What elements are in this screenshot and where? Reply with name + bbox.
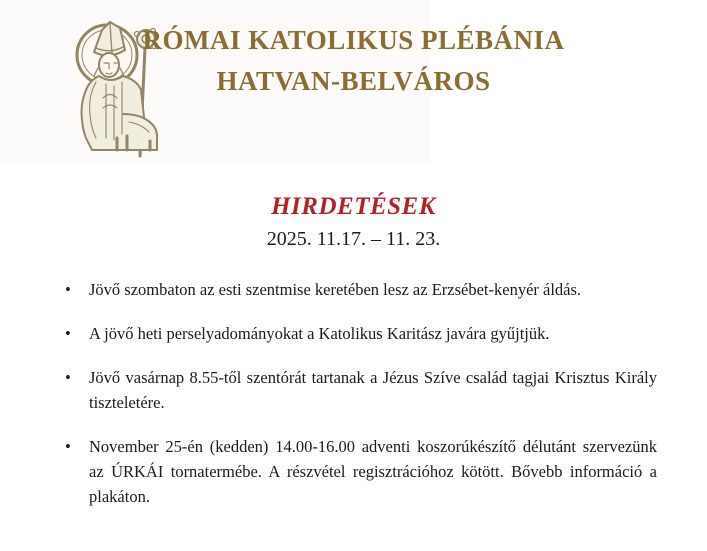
announcement-text: Jövő vasárnap 8.55-től szentórát tartanak a Jézus Szíve család tagjai Krisztus Király tiszteletére. [89, 368, 657, 412]
bullet-icon: • [65, 368, 71, 387]
list-item [63, 277, 657, 302]
list-item [63, 321, 657, 346]
org-name-line1: RÓMAI KATOLIKUS PLÉBÁNIA [142, 25, 565, 55]
bullet-icon: • [65, 324, 71, 343]
bullet-icon: • [65, 437, 71, 456]
announcement-list [63, 277, 657, 528]
org-name-line2: HATVAN-BELVÁROS [216, 66, 491, 96]
announcement-text: November 25-én (kedden) 14.00-16.00 adventi koszorúkészítő délutánt szervezünk az ÚRKÁI tornatermébe. A részvétel regisztrációhoz kötött. Bővebb információ a plakáton. [89, 437, 657, 506]
date-range: 2025. 11.17. – 11. 23. [266, 228, 441, 250]
bullet-icon: • [65, 280, 71, 299]
announcement-text: Jövő szombaton az esti szentmise keretében lesz az Erzsébet-kenyér áldás. [89, 280, 582, 299]
announcements-heading: HIRDETÉSEK [271, 193, 436, 220]
page-title [0, 20, 707, 102]
list-item [63, 365, 657, 415]
announcement-text: A jövő heti perselyadományokat a Katolikus Karitász javára gyűjtjük. [89, 324, 550, 343]
list-item [63, 434, 657, 509]
